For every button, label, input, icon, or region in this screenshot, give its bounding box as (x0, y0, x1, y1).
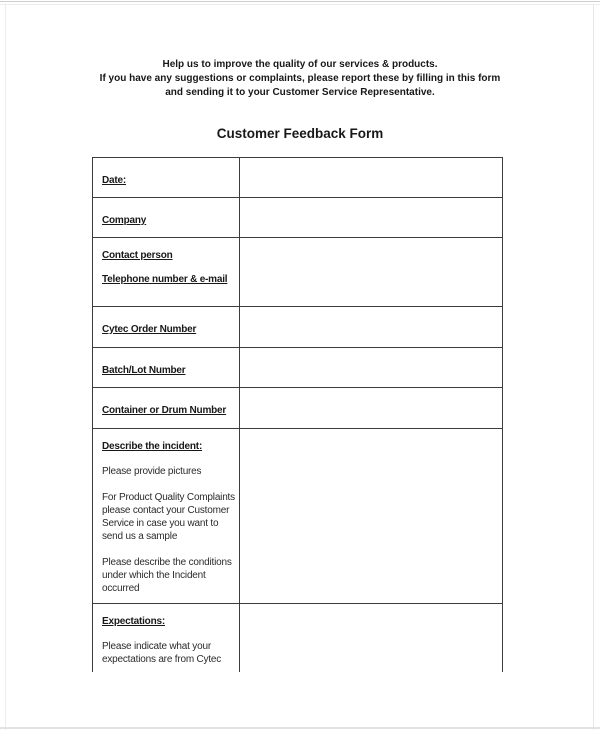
company-label-cell (93, 198, 240, 237)
table-row-company (93, 198, 502, 238)
table-row-incident (93, 429, 502, 604)
contact-person-label: Contact person (102, 250, 173, 261)
intro-line-1: Help us to improve the quality of our services & products. (162, 59, 438, 70)
expectations-input-cell[interactable] (240, 604, 502, 672)
date-input-cell[interactable] (240, 158, 502, 197)
incident-note-pictures: Please provide pictures (102, 466, 202, 477)
incident-label-cell (93, 429, 240, 603)
scan-edge-top-secondary (0, 4, 600, 5)
scan-edge-right (593, 4, 594, 730)
table-row-expectations (93, 604, 502, 672)
contact-input-cell[interactable] (240, 238, 502, 306)
incident-note-quality-complaints: For Product Quality Complaints please contact your Customer Service in case you want to send us a sample (102, 492, 235, 542)
table-row-order-number (93, 307, 502, 348)
date-label: Date: (102, 175, 127, 186)
company-label: Company (102, 215, 147, 226)
expectations-label-cell (93, 604, 240, 672)
scan-edge-left (5, 4, 6, 730)
incident-note-conditions: Please describe the conditions under which the Incident occurred (102, 557, 232, 594)
container-drum-input-cell[interactable] (240, 388, 502, 428)
batch-lot-label-cell (93, 348, 240, 387)
order-number-input-cell[interactable] (240, 307, 502, 347)
scan-edge-top (0, 1, 600, 2)
intro-text (40, 58, 560, 100)
intro-line-2: If you have any suggestions or complaints, please report these by filling in this form (99, 73, 501, 84)
container-drum-label: Container or Drum Number (102, 405, 227, 416)
incident-input-cell[interactable] (240, 429, 502, 603)
scan-edge-bottom (0, 727, 600, 729)
telephone-email-label: Telephone number & e-mail (102, 274, 228, 285)
contact-label-cell (93, 238, 240, 306)
expectations-heading: Expectations: (102, 616, 165, 627)
order-number-label: Cytec Order Number (102, 324, 197, 335)
incident-heading: Describe the incident: (102, 441, 203, 452)
expectations-note: Please indicate what your expectations are from Cytec (102, 641, 222, 665)
batch-lot-label: Batch/Lot Number (102, 365, 186, 376)
batch-lot-input-cell[interactable] (240, 348, 502, 387)
container-drum-label-cell (93, 388, 240, 428)
feedback-form-table (92, 157, 503, 672)
order-number-label-cell (93, 307, 240, 347)
table-row-batch-lot (93, 348, 502, 388)
date-label-cell (93, 158, 240, 197)
intro-line-3: and sending it to your Customer Service Representative. (165, 87, 435, 98)
page-title: Customer Feedback Form (216, 126, 384, 141)
table-row-date (93, 158, 502, 198)
table-row-contact (93, 238, 502, 307)
table-row-container-drum (93, 388, 502, 429)
company-input-cell[interactable] (240, 198, 502, 237)
